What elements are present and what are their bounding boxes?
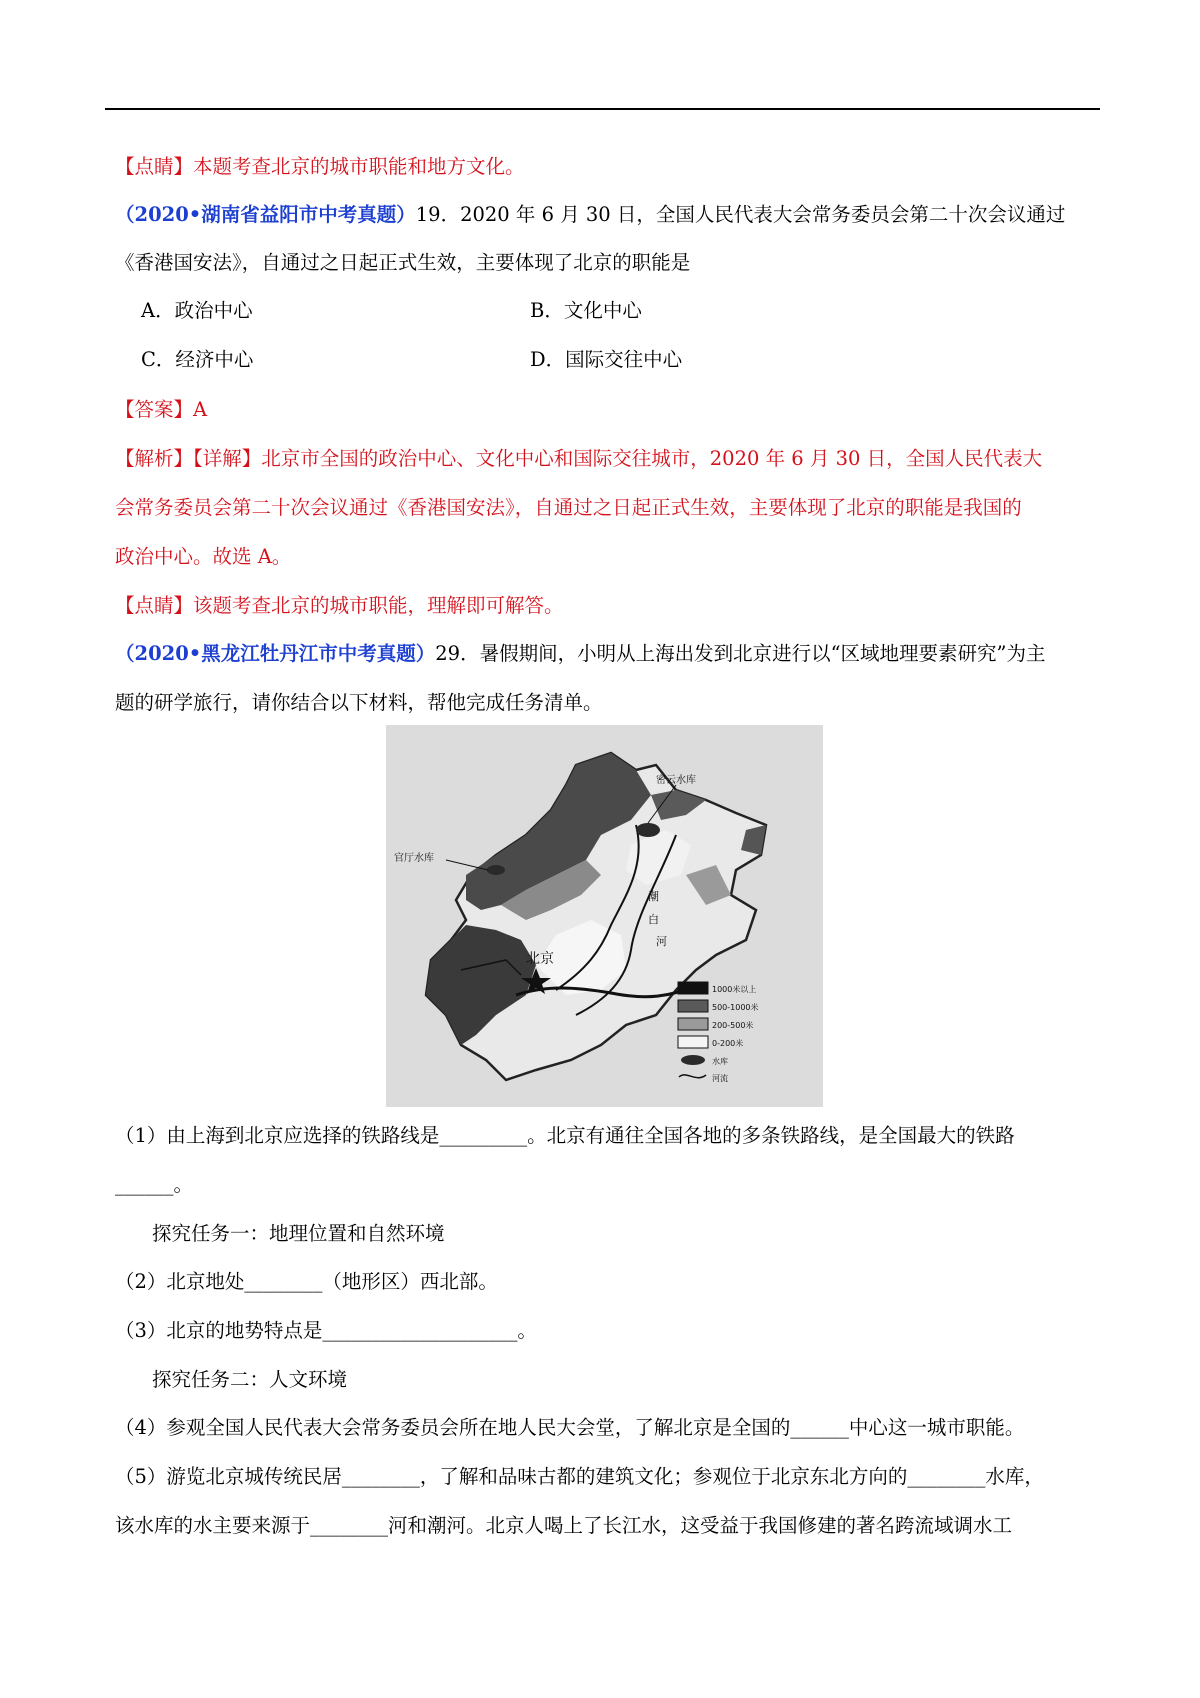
map-label-guanting: 官厅水库 [394, 853, 434, 864]
q19-analysis-3: 政治中心。故选 A。 [115, 545, 292, 568]
header-rule [105, 108, 1100, 110]
option-b: B．文化中心 [530, 299, 642, 322]
q19-line1 [115, 201, 1065, 229]
q19-source: （2020•湖南省益阳市中考真题） [115, 203, 416, 226]
q29-stem-1: 29．暑假期间，小明从上海出发到北京进行以“区域地理要素研究”为主 [435, 642, 1046, 665]
q29-s1-line1: （1）由上海到北京应选择的铁路线是_________。北京有通往全国各地的多条铁路线，是全国最大的铁路 [115, 1124, 1015, 1147]
q19-stem-1: 19．2020 年 6 月 30 日，全国人民代表大会常务委员会第二十次会议通过 [415, 203, 1066, 226]
q29-line2: 题的研学旅行，请你结合以下材料，帮他完成任务清单。 [115, 691, 603, 714]
task-two-heading: 探究任务二：人文环境 [152, 1368, 348, 1391]
q29-s5-line2: 该水库的水主要来源于________河和潮河。北京人喝上了长江水，这受益于我国修建的著名跨流域调水工 [115, 1514, 1013, 1537]
q19-dianjing: 【点睛】该题考查北京的城市职能，理解即可解答。 [115, 594, 564, 617]
legend-label-5: 水库 [712, 1057, 728, 1066]
map-label-chao: 潮 [648, 890, 659, 903]
legend-label-1: 1000米以上 [712, 985, 757, 994]
q29-s5-line1: （5）游览北京城传统民居________，了解和品味古都的建筑文化；参观位于北京东北方向的________水库， [115, 1465, 1044, 1488]
q29-s3: （3）北京的地势特点是____________________。 [115, 1319, 537, 1342]
q19-analysis-1 [115, 445, 1042, 473]
analysis-tag: 【解析】【详解】 [115, 447, 262, 470]
option-a: A．政治中心 [141, 299, 253, 322]
legend-label-2: 500-1000米 [712, 1003, 759, 1012]
analysis-text-1: 北京市全国的政治中心、文化中心和国际交往城市，2020 年 6 月 30 日，全国人民代表大 [261, 447, 1043, 470]
q29-source: （2020•黑龙江牡丹江市中考真题） [115, 642, 436, 665]
q19-answer: 【答案】A [115, 398, 208, 421]
q29-s4: （4）参观全国人民代表大会常务委员会所在地人民大会堂，了解北京是全国的______中心这一城市职能。 [115, 1416, 1025, 1439]
q29-line1 [115, 640, 1046, 668]
q29-s1-line2: ______。 [115, 1173, 194, 1196]
dianjing-tag: 【点睛】 [115, 155, 194, 178]
map-label-he: 河 [656, 935, 667, 948]
q19-analysis-2: 会常务委员会第二十次会议通过《香港国安法》，自通过之日起正式生效，主要体现了北京的职能是我国的 [115, 496, 1022, 519]
dianjing-line [115, 153, 525, 181]
legend-label-6: 河流 [712, 1074, 728, 1083]
map-label-beijing: 北京 [526, 951, 554, 967]
map-label-miyun: 密云水库 [656, 775, 696, 786]
dianjing-text: 本题考查北京的城市职能和地方文化。 [193, 155, 525, 178]
legend-label-4: 0-200米 [712, 1039, 744, 1048]
map-label-bai: 白 [648, 913, 659, 926]
option-d: D．国际交往中心 [530, 348, 683, 371]
task-one-heading: 探究任务一：地理位置和自然环境 [152, 1222, 445, 1245]
q19-line2: 《香港国安法》，自通过之日起正式生效，主要体现了北京的职能是 [115, 251, 691, 274]
q29-s2: （2）北京地处________（地形区）西北部。 [115, 1270, 498, 1293]
beijing-map [386, 725, 823, 1107]
legend-label-3: 200-500米 [712, 1021, 754, 1030]
option-c: C．经济中心 [141, 348, 254, 371]
beijing-map-svg [386, 725, 823, 1107]
